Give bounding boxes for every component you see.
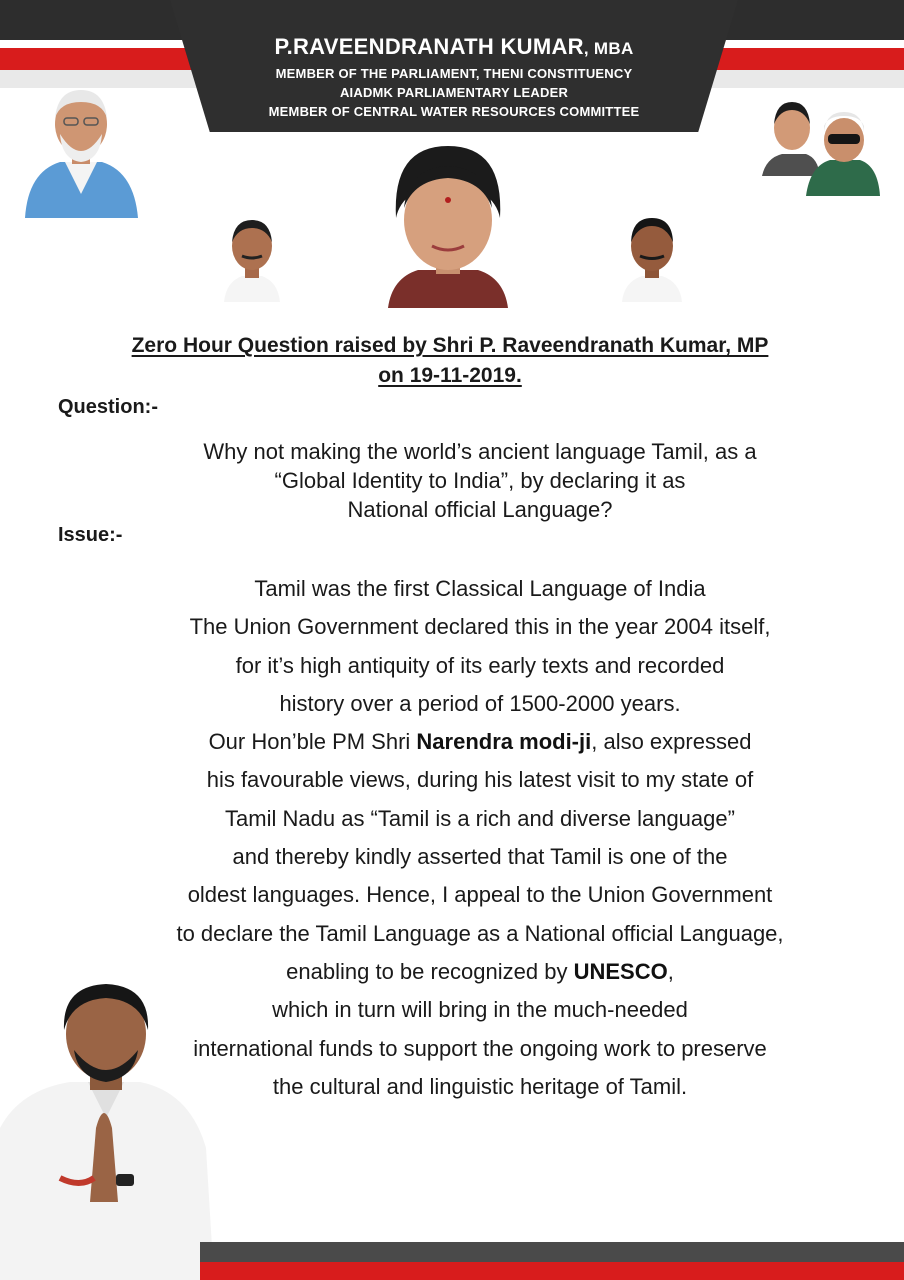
issue-line-6: his favourable views, during his latest visit to my state of: [206, 767, 754, 793]
issue-line-3: for it’s high antiquity of its early texts and recorded: [235, 652, 725, 678]
issue-line-7: Tamil Nadu as “Tamil is a rich and diverse language”: [225, 805, 735, 831]
portrait-center: [382, 138, 514, 308]
title-line-2: on 19-11-2019.: [378, 364, 522, 387]
pm-name: Narendra modi-ji: [416, 729, 592, 755]
issue-label: Issue:-: [58, 524, 123, 546]
issue-line-2: The Union Government declared this in the year 2004 itself,: [189, 614, 771, 640]
issue-line-9: oldest languages. Hence, I appeal to the Union Government: [187, 882, 773, 908]
question-line-2: “Global Identity to India”, by declaring it as: [274, 468, 686, 493]
page-title: [40, 331, 860, 391]
issue-line-12: which in turn will bring in the much-needed: [272, 997, 688, 1023]
issue-line-11-pre: enabling to be recognized by: [286, 958, 574, 984]
question-line-3: National official Language?: [347, 497, 613, 522]
issue-line-8: and thereby kindly asserted that Tamil is one of the: [232, 844, 728, 870]
issue-line-1: Tamil was the first Classical Language of India: [254, 576, 706, 601]
footer-red-band: [200, 1262, 904, 1280]
issue-line-13: international funds to support the ongoing work to preserve: [193, 1035, 767, 1061]
issue-line-5-post: , also expressed: [591, 729, 752, 755]
header-name-text: P.RAVEENDRANATH KUMAR: [274, 34, 584, 59]
header-name: [170, 34, 738, 60]
issue-line-5-pre: Our Hon’ble PM Shri: [208, 729, 417, 755]
issue-text: [100, 570, 860, 1106]
issue-line-11: [100, 953, 860, 991]
question-line-1: Why not making the world’s ancient language Tamil, as a: [203, 439, 757, 464]
issue-line-10: to declare the Tamil Language as a National official Language,: [176, 920, 784, 946]
title-line-1: Zero Hour Question raised by Shri P. Raveendranath Kumar, MP: [131, 334, 769, 357]
issue-line-14: the cultural and linguistic heritage of Tamil.: [272, 1073, 688, 1099]
portrait-top-left: [20, 82, 142, 218]
header-designation-2: AIADMK PARLIAMENTARY LEADER: [339, 85, 569, 100]
issue-line-5: [100, 723, 860, 761]
portrait-right: [620, 212, 684, 302]
issue-line-11-post: ,: [667, 958, 674, 984]
header-designation-3: MEMBER OF CENTRAL WATER RESOURCES COMMITTEE: [268, 104, 640, 119]
header-name-suffix: , MBA: [583, 39, 634, 58]
question-text: [120, 437, 840, 524]
header-designation-1: MEMBER OF THE PARLIAMENT, THENI CONSTITUENCY: [275, 66, 633, 81]
portrait-top-right: [762, 96, 880, 196]
footer-grey-band: [200, 1242, 904, 1262]
issue-line-4: history over a period of 1500-2000 years.: [279, 690, 681, 716]
portrait-left: [222, 212, 282, 302]
question-label: Question:-: [58, 396, 158, 418]
unesco-text: UNESCO: [573, 958, 668, 984]
